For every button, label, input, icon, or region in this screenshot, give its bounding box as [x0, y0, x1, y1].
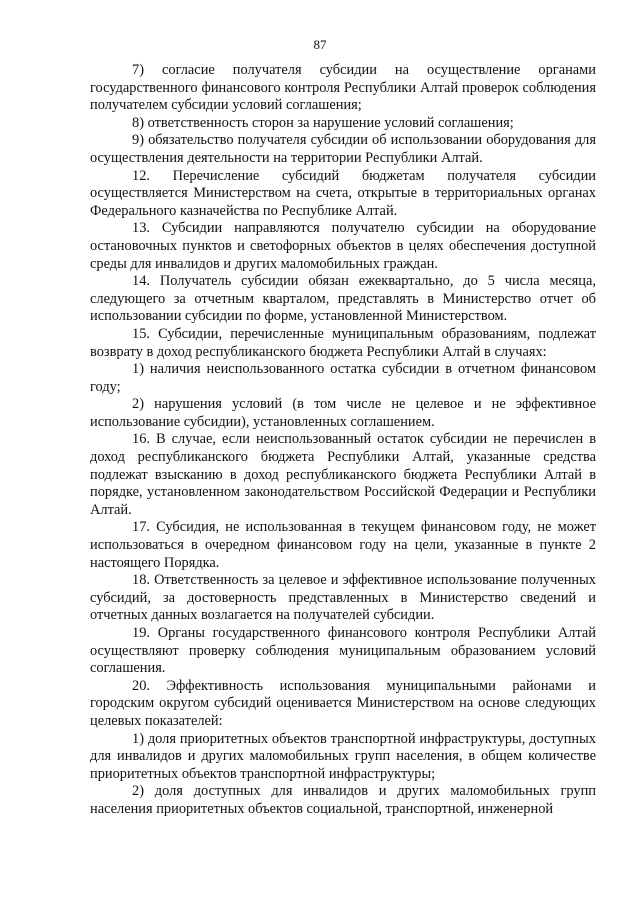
paragraph-20-item-1: 1) доля приоритетных объектов транспортной инфраструктуры, доступных для инвалидов и других маломобильных групп населения, в общем количестве приоритетных объектов транспортной инфраструктуры;	[90, 730, 596, 782]
paragraph-item-9: 9) обязательство получателя субсидии об использовании оборудования для осуществления деятельности на территории Республики Алтай.	[90, 132, 596, 166]
paragraph-13: 13. Субсидии направляются получателю субсидии на оборудование остановочных пунктов и светофорных объектов в целях обеспечения доступной среды для инвалидов и других маломобильных граждан.	[90, 220, 596, 272]
paragraph-15-item-2: 2) нарушения условий (в том числе не целевое и не эффективное использование субсидии), установленных соглашением.	[90, 396, 596, 430]
page-number: 87	[313, 37, 327, 52]
paragraph-20-item-2: 2) доля доступных для инвалидов и других маломобильных групп населения приоритетных объектов социальной, транспортной, инженерной	[90, 783, 596, 817]
document-body	[90, 62, 596, 819]
paragraph-12: 12. Перечисление субсидий бюджетам получателя субсидии осуществляется Министерством на счета, открытые в территориальных органах Федерального казначейства по Республике Алтай.	[90, 167, 596, 219]
paragraph-20: 20. Эффективность использования муниципальными районами и городским округом субсидий оценивается Министерством на основе следующих целевых показателей:	[90, 677, 596, 729]
paragraph-item-7: 7) согласие получателя субсидии на осуществление органами государственного финансового контроля Республики Алтай проверок соблюдения получателем субсидии условий соглашения;	[90, 62, 596, 114]
paragraph-17: 17. Субсидия, не использованная в текущем финансовом году, не может использоваться в очередном финансовом году на цели, указанные в пункте 2 настоящего Порядка.	[90, 519, 596, 571]
paragraph-18: 18. Ответственность за целевое и эффективное использование полученных субсидий, за достоверность представленных в Министерство сведений и отчетных данных возлагается на получателей субсидии.	[90, 572, 596, 624]
paragraph-15-item-1: 1) наличия неиспользованного остатка субсидии в отчетном финансовом году;	[90, 361, 596, 395]
paragraph-19: 19. Органы государственного финансового контроля Республики Алтай осуществляют проверку соблюдения муниципальным образованием условий соглашения.	[90, 625, 596, 677]
paragraph-item-8: 8) ответственность сторон за нарушение условий соглашения;	[132, 114, 514, 131]
paragraph-14: 14. Получатель субсидии обязан ежеквартально, до 5 числа месяца, следующего за отчетным кварталом, представлять в Министерство отчет об использовании субсидии по форме, установленной Министерством.	[90, 273, 596, 325]
paragraph-15: 15. Субсидии, перечисленные муниципальным образованиям, подлежат возврату в доход республиканского бюджета Республики Алтай в случаях:	[90, 325, 596, 360]
paragraph-16: 16. В случае, если неиспользованный остаток субсидии не перечислен в доход республиканского бюджета Республики Алтай, указанные средства подлежат взысканию в доход республиканского бюджета Республики Алтай в порядке, установленном законодательством Российской Федерации и Республики Алтай.	[90, 431, 596, 518]
